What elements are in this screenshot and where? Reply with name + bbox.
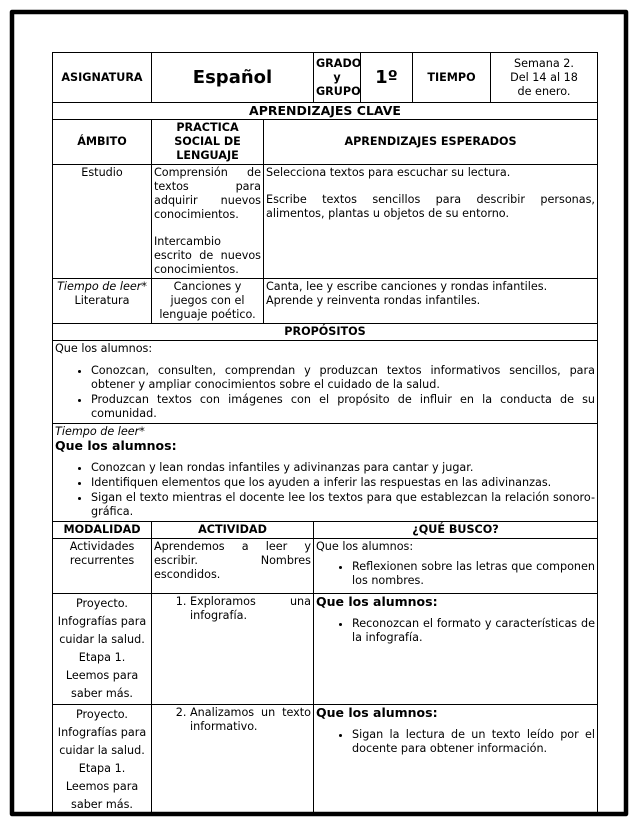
busco-list [316, 728, 595, 756]
col-ambito: ÁMBITO [53, 120, 152, 165]
ambito-cell [53, 165, 152, 279]
actividades-header-row [53, 522, 598, 539]
list-item: • Sigan el texto mientras el docente lee los textos para que establezcan la relación sonoro-gráfica. [91, 491, 595, 519]
tiempo-de-leer-label: Tiempo de leer* [55, 425, 145, 438]
busco-intro: Que los alumnos: [316, 540, 414, 553]
busco-list [316, 617, 595, 645]
list-item: • Conozcan y lean rondas infantiles y adivinanzas para cantar y jugar. [91, 461, 595, 475]
propositos-list [55, 364, 595, 421]
propositos-title: PROPÓSITOS [53, 324, 598, 341]
busco-list [316, 560, 595, 588]
busco-cell [314, 594, 598, 705]
modalidad-cell: Actividades recurrentes [53, 539, 152, 594]
grado-value: 1º [361, 53, 413, 103]
propositos-intro: Que los alumnos: [55, 342, 153, 355]
lesson-plan-sheet [52, 52, 597, 816]
ambito-text: Literatura [74, 294, 130, 307]
ambito-text: Estudio [81, 166, 123, 179]
modalidad-text: Etapa 1. [78, 762, 126, 775]
tiempo-value [491, 53, 598, 103]
actividad-cell: Aprendemos a leer y escribir. Nombres escondidos. [152, 539, 314, 594]
list-item: • Identifiquen elementos que los ayuden a inferir las respuestas en las adivinanzas. [91, 476, 595, 490]
aprendizajes-header-row [53, 120, 598, 165]
propositos-title-row [53, 324, 598, 341]
list-item: • Reflexionen sobre las letras que componen los nombres. [352, 560, 595, 588]
actividad-list [154, 595, 311, 623]
esperado-text: Aprende y reinventa rondas infantiles. [266, 294, 481, 307]
col-practica-social: PRACTICA SOCIAL DE LENGUAJE [152, 120, 264, 165]
list-item: • Sigan la lectura de un texto leído por el docente para obtener información. [352, 728, 595, 756]
esperado-text: Selecciona textos para escuchar su lectura. [266, 166, 511, 179]
propositos-cell [53, 341, 598, 424]
list-item: • Reconozcan el formato y características de la infografía. [352, 617, 595, 645]
esperado-cell [264, 279, 598, 324]
tiempo-line1: Semana 2. [514, 56, 574, 70]
esperado-cell [264, 165, 598, 279]
busco-intro: Que los alumnos: [316, 705, 438, 720]
practica-text: Intercambio escrito de nuevos conocimientos. [154, 235, 261, 276]
list-item: 1. Exploramos una infografía. [190, 595, 311, 623]
esperado-text: Canta, lee y escribe canciones y rondas infantiles. [266, 280, 548, 293]
grado-grupo-label [314, 53, 361, 103]
propositos-intro-2: Que los alumnos: [55, 438, 177, 453]
busco-intro: Que los alumnos: [316, 594, 438, 609]
aprendizaje-row [53, 279, 598, 324]
asignatura-value: Español [152, 53, 314, 103]
modalidad-cell [53, 594, 152, 705]
propositos-tiempo-cell [53, 424, 598, 522]
tiempo-label: TIEMPO [413, 53, 491, 103]
ambito-cell [53, 279, 152, 324]
aprendizaje-row [53, 165, 598, 279]
practica-cell [152, 165, 264, 279]
busco-cell [314, 539, 598, 594]
modalidad-text: Infografías para cuidar la salud. [57, 726, 147, 757]
col-que-busco: ¿QUÉ BUSCO? [314, 522, 598, 539]
actividad-row [53, 594, 598, 705]
asignatura-label: ASIGNATURA [53, 53, 152, 103]
actividad-row [53, 539, 598, 594]
col-actividad: ACTIVIDAD [152, 522, 314, 539]
esperado-text: Escribe textos sencillos para describir personas, alimentos, plantas u objetos de su entorno. [266, 193, 595, 220]
aprendizajes-title-row [53, 103, 598, 120]
aprendizajes-title: APRENDIZAJES CLAVE [53, 103, 598, 120]
propositos-list-2 [55, 461, 595, 519]
tiempo-line2: Del 14 al 18 [510, 70, 578, 84]
header-row [53, 53, 598, 103]
propositos-row [53, 341, 598, 424]
lesson-plan-table [52, 52, 598, 816]
modalidad-text: Proyecto. [76, 708, 128, 721]
actividad-cell [152, 594, 314, 705]
actividad-row [53, 705, 598, 816]
modalidad-text: Infografías para cuidar la salud. [57, 615, 147, 646]
col-modalidad: MODALIDAD [53, 522, 152, 539]
modalidad-text: Leemos para saber más. [65, 669, 139, 700]
propositos-tiempo-row [53, 424, 598, 522]
list-item: 2. Analizamos un texto informativo. [190, 706, 311, 734]
ambito-tiempo-label: Tiempo de leer* [57, 280, 147, 293]
practica-cell [152, 279, 264, 324]
modalidad-text: Proyecto. [76, 597, 128, 610]
actividad-list [154, 706, 311, 734]
practica-text: Canciones y juegos con el lenguaje poético. [159, 280, 256, 321]
list-item: • Conozcan, consulten, comprendan y produzcan textos informativos sencillos, para obtener y ampliar conocimientos sobre el cuidado de la salud. [91, 364, 595, 392]
tiempo-line3: de enero. [517, 84, 571, 98]
busco-cell [314, 705, 598, 816]
col-aprendizajes-esperados: APRENDIZAJES ESPERADOS [264, 120, 598, 165]
modalidad-text: Etapa 1. [78, 651, 126, 664]
grado-label-line1: GRADO y [316, 56, 362, 84]
modalidad-cell [53, 705, 152, 816]
grado-label-line2: GRUPO [316, 84, 361, 98]
list-item: • Produzcan textos con imágenes con el propósito de influir en la conducta de su comunidad. [91, 393, 595, 421]
modalidad-text: Leemos para saber más. [65, 780, 139, 811]
actividad-cell [152, 705, 314, 816]
practica-text: Comprensión de textos para adquirir nuevos conocimientos. [154, 166, 261, 221]
